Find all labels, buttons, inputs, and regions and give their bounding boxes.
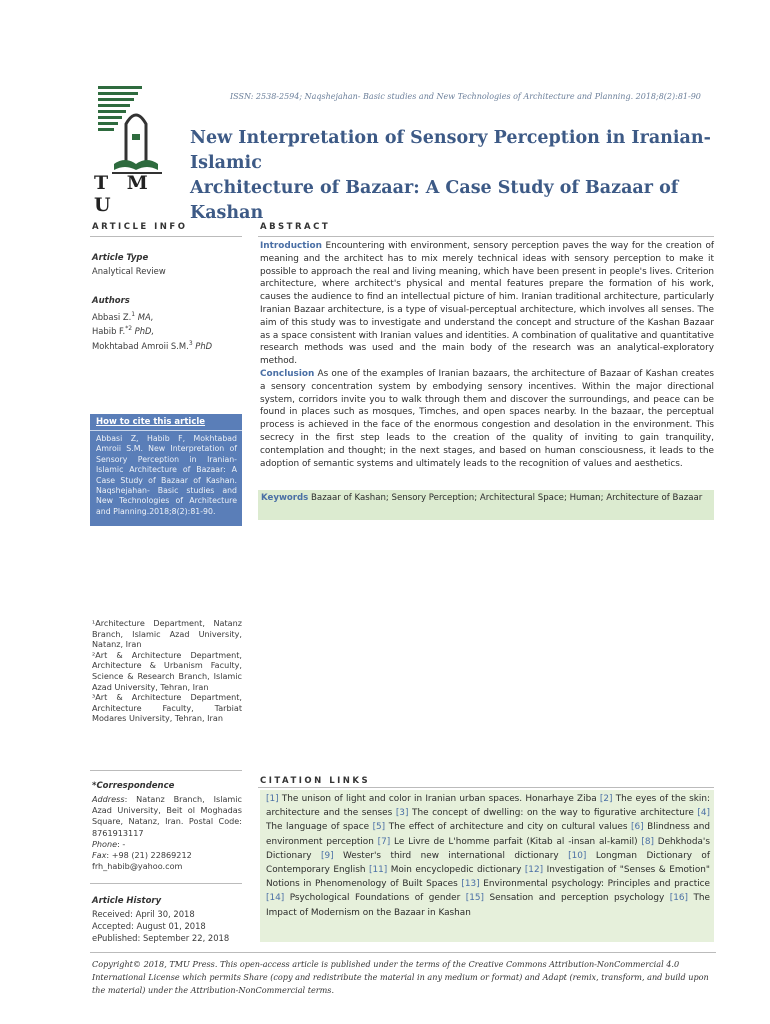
citation-links-list xyxy=(260,790,714,920)
citation-link[interactable]: [1] The unison of light and color in Iranian urban spaces. Honarhaye Ziba xyxy=(266,794,600,804)
citation-link[interactable]: [16] The Impact of Modernism on the Bazaar in Kashan xyxy=(266,893,711,918)
history-accepted: Accepted: August 01, 2018 xyxy=(92,920,206,931)
history-rule xyxy=(90,883,242,884)
authors-label: Authors xyxy=(92,296,130,306)
correspondence-address: Address: Natanz Branch, Islamic Azad University, Beit ol Moghadas Square, Natanz, Iran. Postal Code: 8761913117 xyxy=(92,794,242,838)
citation-link[interactable]: [9] Wester's third new international dictionary xyxy=(320,850,569,861)
citation-link[interactable]: [15] Sensation and perception psychology xyxy=(465,893,670,904)
abstract-heading: ABSTRACT xyxy=(260,222,331,232)
history-heading: Article History xyxy=(92,896,162,906)
citation-link[interactable]: [8] Dehkhoda's Dictionary xyxy=(266,836,710,861)
citation-link[interactable]: [10] Longman Dictionary of Contemporary English xyxy=(266,850,710,876)
citation-link[interactable]: [3] The concept of dwelling: on the way to figurative architecture xyxy=(395,808,698,819)
citation-links-heading: CITATION LINKS xyxy=(260,776,371,786)
abstract-conclusion: Conclusion As one of the examples of Iranian bazaars, the architecture of Bazaar of Kashan creates a sensory concentration system by embodying sensory incentives. Within the major directional system, corridors invite you to walk through them and discover the surroundings, and peace can be found in places such as mosques, Timches, and open spaces nearby. In the bazaar, the perceptual process is achieved in the face of the enormous congestion and desolation in the environment. This secrecy in the first step leads to the creation of the quality of inviting to gain tranquility, contemplation and thought; in the next stages, and based on human consciousness, it leads to the adoption of semantic systems and ultimately leads to the recognition of values and aesthetics. xyxy=(260,368,714,469)
article-title xyxy=(190,126,750,226)
citation-links-rule xyxy=(258,787,714,788)
citation-link[interactable]: [14] Psychological Foundations of gender xyxy=(266,893,466,904)
article-type-label: Article Type xyxy=(92,253,149,263)
title-line-1: New Interpretation of Sensory Perception in Iranian-Islamic xyxy=(190,128,711,173)
correspondence-rule xyxy=(90,770,242,771)
citation-link[interactable]: [11] Moin encyclopedic dictionary xyxy=(368,865,525,876)
article-info-rule xyxy=(90,236,242,237)
journal-line: ISSN: 2538-2594; Naqshejahan- Basic studies and New Technologies of Architecture and Planning. 2018;8(2):81-90 xyxy=(230,92,701,101)
footer-rule xyxy=(90,952,716,953)
correspondence-details xyxy=(92,794,242,872)
history-published: ePublished: September 22, 2018 xyxy=(92,932,230,943)
title-line-2: Architecture of Bazaar: A Case Study of Bazaar of Kashan xyxy=(190,178,679,223)
how-to-cite-text: Abbasi Z, Habib F, Mokhtabad Amroii S.M. New Interpretation of Sensory Perception in Iranian-Islamic Architecture of Bazaar: A Case Study of Bazaar of Kashan. Naqshejahan- Basic studies and New Technologies of Architecture and Planning.2018;8(2):81-90. xyxy=(96,434,237,516)
affiliation-3: ³Art & Architecture Department, Architecture Faculty, Tarbiat Modares University, Tehran, Iran xyxy=(92,692,242,724)
article-info-heading: ARTICLE INFO xyxy=(92,222,188,232)
abstract-rule xyxy=(258,236,714,237)
keywords: Keywords Bazaar of Kashan; Sensory Perception; Architectural Space; Human; Architecture of Bazaar xyxy=(261,493,703,503)
author-2: Habib F.$^{*2}$ PhD, xyxy=(92,325,155,337)
abstract-introduction: Introduction Encountering with environment, sensory perception paves the way for the creation of meaning and the architect has to mix merely technical ideas with sensory perception to make it possible to approach the real and living meaning, which have been present in people's lives. Criterion architecture, where architect's physical and mental features prepare the formation of his work, causes the audience to find an intellectual picture of him. Iranian traditional architecture, particularly Iranian Bazaar architecture, is a type of visual-perceptual architecture, which involves all senses. The aim of this study was to investigate and understand the concept and structure of the Kashan Bazaar as a space consistent with Iranian values and identities. A combination of qualitative and quantitative research methods was used and the main body of the research was an analytical-exploratory method. xyxy=(260,241,714,367)
affiliations xyxy=(92,618,242,724)
abstract-body xyxy=(260,240,714,470)
how-to-cite-box xyxy=(90,414,242,526)
citation-link[interactable]: [4] The language of space xyxy=(266,808,710,833)
citation-link[interactable]: [7] Le Livre de L'homme parfait (Kitab al -insan al-kamil) xyxy=(377,836,642,847)
affiliation-1: ¹Architecture Department, Natanz Branch, Islamic Azad University, Natanz, Iran xyxy=(92,618,242,650)
citation-link[interactable]: [5] The effect of architecture and city on cultural values xyxy=(372,822,632,833)
citation-links-box xyxy=(260,790,714,942)
correspondence-email[interactable]: frh_habib@yahoo.com xyxy=(92,861,183,872)
citation-link[interactable]: [2] The eyes of the skin: architecture and the senses xyxy=(266,794,710,819)
how-to-cite-heading[interactable]: How to cite this article xyxy=(90,414,242,431)
correspondence-heading: *Correspondence xyxy=(92,781,175,791)
copyright-footer: Copyright© 2018, TMU Press. This open-access article is published under the terms of the Creative Commons Attribution-NonCommercial 4.0 International License which permits Share (copy and redistribute the material in any medium or format) and Adapt (remix, transform, and build upon the material) under the Attribution-NonCommercial terms. xyxy=(92,959,709,995)
citation-link[interactable]: [12] Investigation of "Senses & Emotion" Notions in Phenomenology of Built Spaces xyxy=(266,865,711,890)
correspondence-fax: Fax: +98 (21) 22869212 xyxy=(92,850,192,861)
history-received: Received: April 30, 2018 xyxy=(92,909,195,919)
university-logo xyxy=(92,84,182,216)
author-1: Abbasi Z.$^1$ MA, xyxy=(92,311,154,322)
citation-link[interactable]: [6] Blindness and environment perception xyxy=(266,822,710,847)
keywords-box xyxy=(258,490,714,520)
citation-link[interactable]: [13] Environmental psychology: Principles and practice xyxy=(461,879,711,890)
author-3: Mokhtabad Amroii S.M.$^3$ PhD xyxy=(92,339,213,351)
logo-text: T M U xyxy=(94,172,154,216)
authors-list xyxy=(92,309,212,352)
affiliation-2: ²Art & Architecture Department, Architecture & Urbanism Faculty, Science & Research Branch, Islamic Azad University, Tehran, Iran xyxy=(92,649,242,692)
article-type-value: Analytical Review xyxy=(92,266,166,276)
correspondence-phone: Phone: - xyxy=(92,838,126,849)
history-dates xyxy=(92,909,229,944)
